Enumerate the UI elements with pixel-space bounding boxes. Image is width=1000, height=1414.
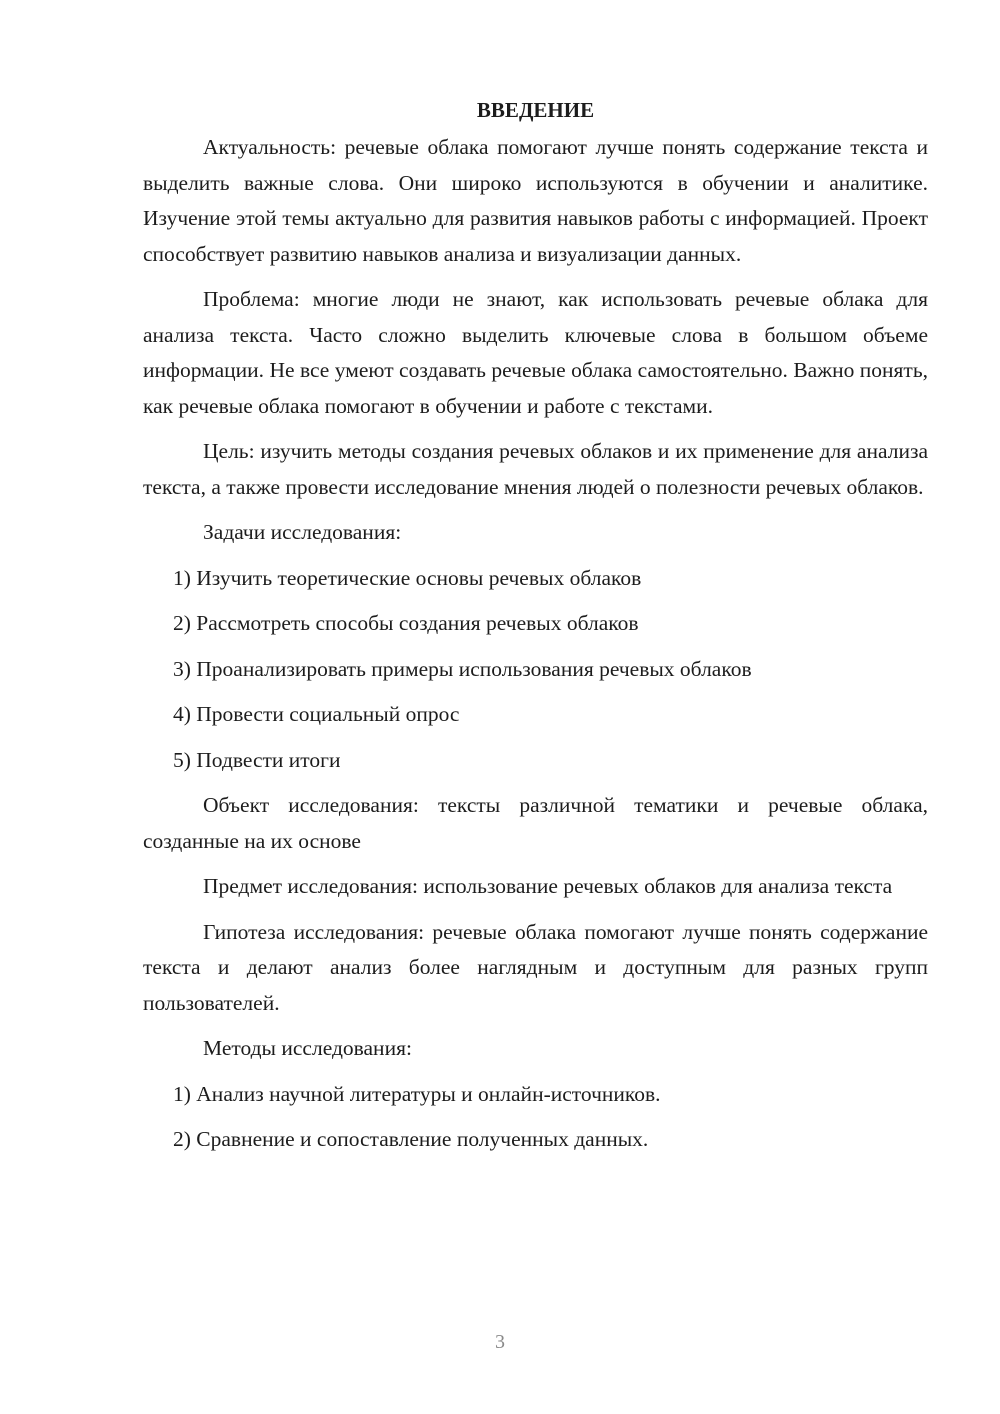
method-item: 2) Сравнение и сопоставление полученных данных. xyxy=(173,1127,649,1151)
problem-paragraph: Проблема: многие люди не знают, как использовать речевые облака для анализа текста. Часто сложно выделить ключевые слова в большом объеме информации. Не все умеют создавать речевые облака самостоятельно. Важно понять, как речевые облака помогают в обучении и работе с текстами. xyxy=(143,287,928,418)
subject-paragraph: Предмет исследования: использование речевых облаков для анализа текста xyxy=(203,874,893,898)
task-item: 3) Проанализировать примеры использования речевых облаков xyxy=(173,656,752,681)
task-item: 2) Рассмотреть способы создания речевых облаков xyxy=(173,611,639,635)
tasks-list xyxy=(143,561,928,779)
task-item: 5) Подвести итоги xyxy=(173,747,341,772)
task-item: 4) Провести социальный опрос xyxy=(173,702,460,726)
hypothesis-paragraph: Гипотеза исследования: речевые облака помогают лучше понять содержание текста и делают анализ более наглядным и доступным для разных групп пользователей. xyxy=(143,919,928,1015)
section-title: ВВЕДЕНИЕ xyxy=(476,98,595,122)
document-page xyxy=(143,92,928,1168)
object-paragraph: Объект исследования: тексты различной тематики и речевые облака, созданные на их основе xyxy=(143,793,928,853)
page-number: 3 xyxy=(495,1331,505,1353)
goal-paragraph: Цель: изучить методы создания речевых облаков и их применение для анализа текста, а также провести исследование мнения людей о полезности речевых облаков. xyxy=(143,439,928,499)
methods-list xyxy=(143,1077,928,1158)
relevance-paragraph: Актуальность: речевые облака помогают лучше понять содержание текста и выделить важные слова. Они широко используются в обучении и аналитике. Изучение этой темы актуально для развития навыков работы с информацией. Проект способствует развитию навыков анализа и визуализации данных. xyxy=(143,135,928,266)
method-item: 1) Анализ научной литературы и онлайн-источников. xyxy=(173,1081,661,1106)
methods-heading: Методы исследования: xyxy=(203,1036,412,1060)
task-item: 1) Изучить теоретические основы речевых облаков xyxy=(173,565,642,590)
tasks-heading: Задачи исследования: xyxy=(203,520,402,544)
